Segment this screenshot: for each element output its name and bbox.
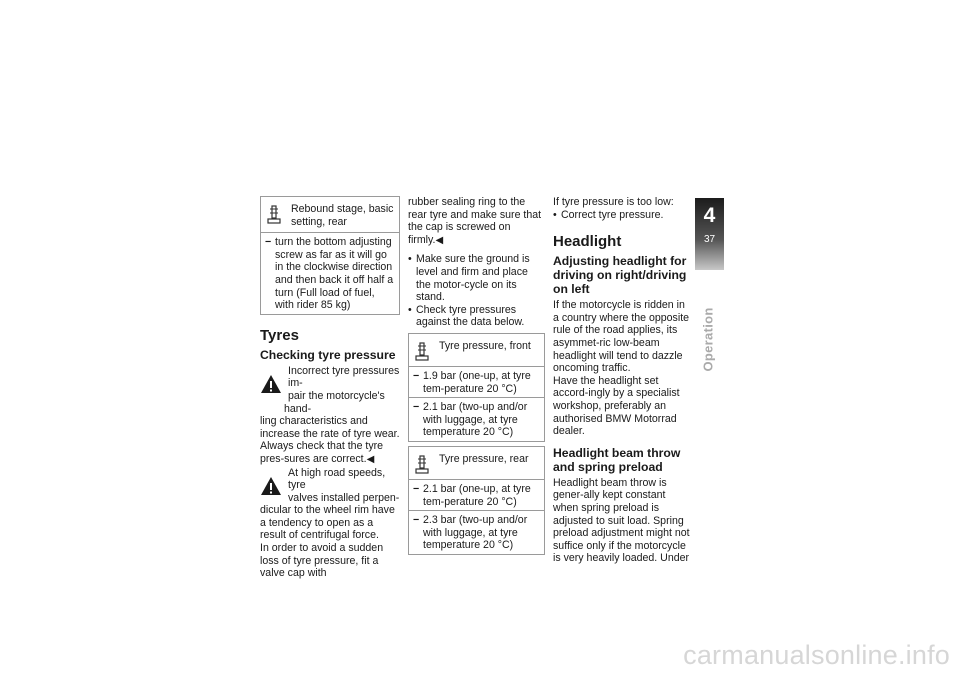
spec-value: 2.1 bar (one-up, at tyre tem-perature 20 °C) xyxy=(423,482,531,508)
list-item-text: Correct tyre pressure. xyxy=(561,208,664,221)
column-middle xyxy=(408,196,545,555)
warning-text: dicular to the wheel rim have a tendency to open as a result of centrifugal force. xyxy=(260,504,395,542)
paragraph-text: Always check that the tyre pres-sures are correct. xyxy=(260,440,384,465)
subheading-adjusting-headlight: Adjusting headlight for driving on right/driving on left xyxy=(553,254,687,297)
spec-value: 2.3 bar (two-up and/or with luggage, at tyre temperature 20 °C) xyxy=(423,514,528,552)
warning-triangle-icon xyxy=(260,476,282,496)
subheading-beam-throw: Headlight beam throw and spring preload xyxy=(553,445,681,474)
page-number: 37 xyxy=(703,234,716,245)
paragraph-text: rubber sealing ring to the rear tyre and make sure that the cap is screwed on firmly. xyxy=(408,196,542,246)
spec-box-tyre-pressure-rear xyxy=(408,446,545,555)
list-item-text: Make sure the ground is level and firm and place the motor-cycle on its stand. xyxy=(416,253,530,304)
spec-title: Tyre pressure, rear xyxy=(439,452,529,465)
spec-box-rebound-rear xyxy=(260,196,400,315)
warning-line: Incorrect tyre pressures im- xyxy=(288,364,400,390)
bullet-symbol: • xyxy=(408,303,412,316)
dash-symbol: − xyxy=(265,236,272,249)
column-left xyxy=(260,196,400,580)
subheading-checking-tyre-pressure: Checking tyre pressure xyxy=(260,347,396,362)
spec-box-tyre-pressure-front xyxy=(408,333,545,442)
spec-header xyxy=(409,447,544,480)
warning-text: ling characteristics and increase the rate of tyre wear. xyxy=(260,415,400,440)
spec-value: turn the bottom adjusting screw as far as it will go in the clockwise direction and then back it off half a turn (Full load of fuel, with rider 85 kg) xyxy=(275,236,394,312)
section-title-headlight: Headlight xyxy=(553,233,622,251)
chapter-number: 4 xyxy=(703,204,716,227)
warning-line: At high road speeds, tyre xyxy=(288,466,386,492)
spec-row xyxy=(409,480,544,511)
chapter-tab xyxy=(695,198,724,270)
list-item-text: Check tyre pressures against the data below. xyxy=(416,303,525,329)
paragraph xyxy=(408,196,545,247)
spec-title: Rebound stage, basic setting, rear xyxy=(291,203,394,228)
paragraph: If tyre pressure is too low: xyxy=(553,196,674,208)
adjuster-screw-icon xyxy=(413,342,431,362)
spec-row xyxy=(409,511,544,554)
bullet-symbol: • xyxy=(408,253,412,266)
spec-row xyxy=(261,233,399,314)
adjuster-screw-icon xyxy=(265,205,283,225)
warning-line: pair the motorcycle's hand- xyxy=(284,389,385,415)
warning-block xyxy=(260,467,400,543)
section-title-tyres: Tyres xyxy=(260,326,299,344)
dash-symbol: − xyxy=(413,369,420,382)
spec-row xyxy=(409,398,544,441)
warning-triangle-icon xyxy=(260,374,282,394)
list-item xyxy=(408,253,545,303)
chapter-label-text: Operation xyxy=(700,307,716,372)
dash-symbol: − xyxy=(413,401,420,414)
dash-symbol: − xyxy=(413,514,420,527)
bullet-symbol: • xyxy=(553,208,557,221)
paragraph: Have the headlight set accord-ingly by a specialist workshop, preferably an authorised BMW Motorrad dealer. xyxy=(553,374,680,438)
spec-row xyxy=(409,367,544,398)
adjuster-screw-icon xyxy=(413,455,431,475)
warning-line: valves installed perpen- xyxy=(288,491,400,504)
spec-header xyxy=(261,197,399,233)
spec-value: 2.1 bar (two-up and/or with luggage, at tyre temperature 20 °C) xyxy=(423,401,528,439)
list-item xyxy=(408,304,545,329)
watermark: carmanualsonline.info xyxy=(683,640,950,670)
warning-block xyxy=(260,365,400,441)
end-marker-icon: ◀ xyxy=(366,453,375,465)
column-right xyxy=(553,196,690,565)
spec-header xyxy=(409,334,544,367)
paragraph: In order to avoid a sudden loss of tyre pressure, fit a valve cap with xyxy=(260,542,384,580)
spec-value: 1.9 bar (one-up, at tyre tem-perature 20 °C) xyxy=(423,369,531,395)
spec-title: Tyre pressure, front xyxy=(439,339,531,352)
end-marker-icon: ◀ xyxy=(435,234,444,246)
paragraph: If the motorcycle is ridden in a country where the opposite rule of the road applies, its asymmet-ric low-beam headlight will tend to dazzle oncoming traffic. xyxy=(553,299,690,375)
list-item xyxy=(553,209,690,222)
dash-symbol: − xyxy=(413,482,420,495)
paragraph: Headlight beam throw is gener-ally kept constant when spring preload is adjusted to suit load. Spring preload adjustment might not suffice only if the motorcycle is very heavily loaded. Under xyxy=(553,476,690,565)
paragraph xyxy=(260,440,400,466)
